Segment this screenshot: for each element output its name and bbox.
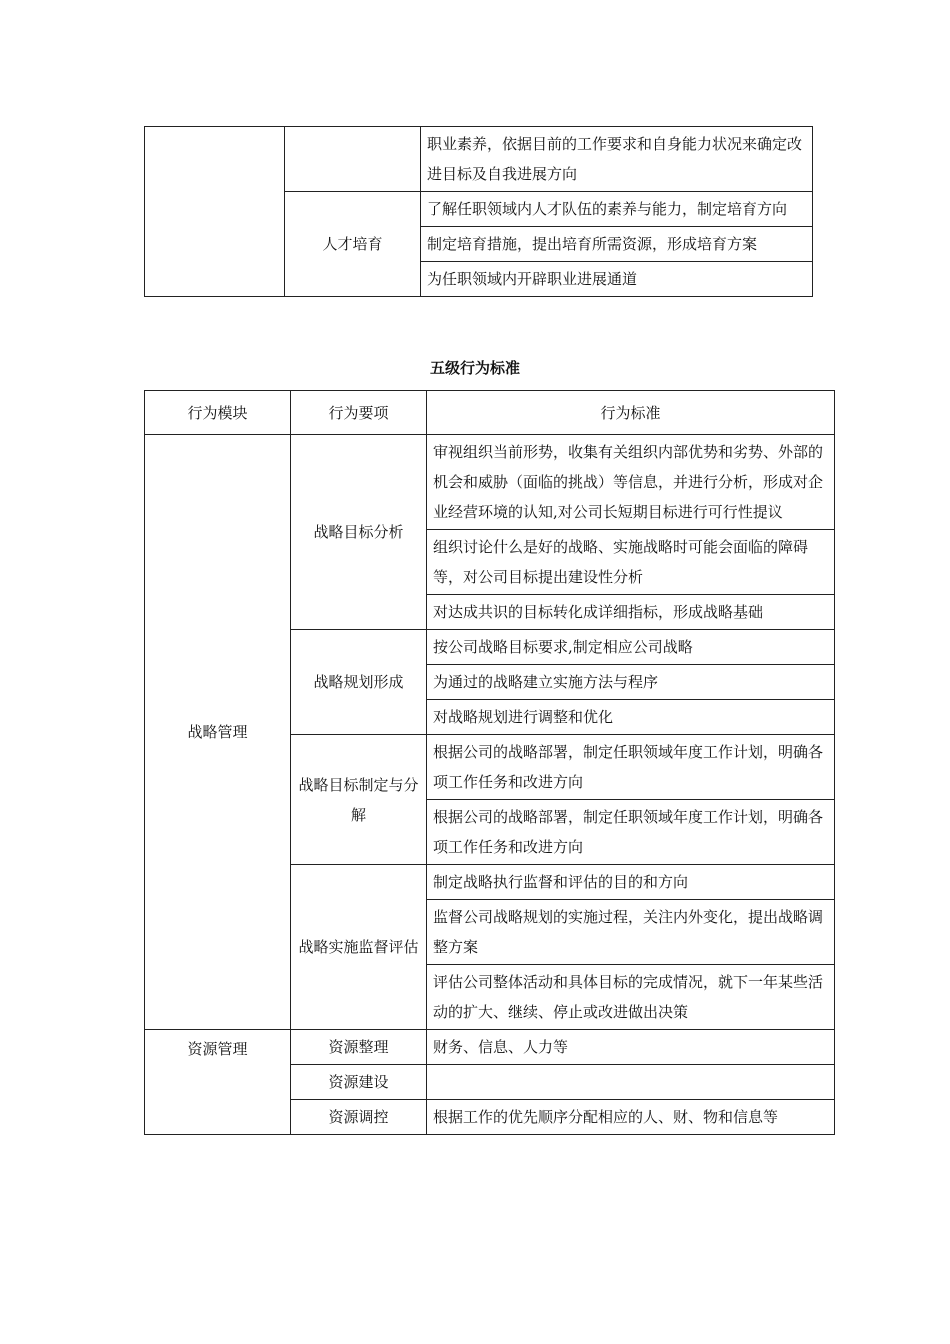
item-cell: 战略规划形成: [291, 630, 427, 735]
item-cell: 资源整理: [291, 1030, 427, 1065]
header-item: 行为要项: [291, 391, 427, 435]
standard-cell: 监督公司战略规划的实施过程，关注内外变化，提出战略调整方案: [427, 900, 835, 965]
standard-cell: 根据公司的战略部署，制定任职领域年度工作计划，明确各项工作任务和改进方向: [427, 800, 835, 865]
module-cell: 资源管理: [145, 1030, 291, 1135]
standard-cell: [427, 1065, 835, 1100]
header-standard: 行为标准: [427, 391, 835, 435]
standard-cell: 根据公司的战略部署，制定任职领域年度工作计划，明确各项工作任务和改进方向: [427, 735, 835, 800]
standard-cell: 对达成共识的目标转化成详细指标，形成战略基础: [427, 595, 835, 630]
standard-cell: 审视组织当前形势，收集有关组织内部优势和劣势、外部的机会和威胁（面临的挑战）等信息，并进行分析，形成对企业经营环境的认知,对公司长短期目标进行可行性提议: [427, 435, 835, 530]
standard-cell: 制定培育措施，提出培育所需资源，形成培育方案: [421, 227, 813, 262]
standard-cell: 了解任职领域内人才队伍的素养与能力，制定培育方向: [421, 192, 813, 227]
behavior-standards-table: [144, 390, 835, 1135]
module-cell: 战略管理: [145, 435, 291, 1030]
standard-cell: 财务、信息、人力等: [427, 1030, 835, 1065]
talent-table: [144, 126, 813, 297]
item-cell: 战略目标分析: [291, 435, 427, 630]
standard-cell: 评估公司整体活动和具体目标的完成情况，就下一年某些活动的扩大、继续、停止或改进做出决策: [427, 965, 835, 1030]
table-row: [145, 1030, 835, 1065]
item-cell: 战略目标制定与分解: [291, 735, 427, 865]
table-header-row: [145, 391, 835, 435]
standard-cell: 为通过的战略建立实施方法与程序: [427, 665, 835, 700]
item-cell-empty: [285, 127, 421, 192]
standard-cell: 职业素养，依据目前的工作要求和自身能力状况来确定改进目标及自我进展方向: [421, 127, 813, 192]
item-cell: 战略实施监督评估: [291, 865, 427, 1030]
item-cell: 资源建设: [291, 1065, 427, 1100]
item-cell: 人才培育: [285, 192, 421, 297]
standard-cell: 根据工作的优先顺序分配相应的人、财、物和信息等: [427, 1100, 835, 1135]
section-title: 五级行为标准: [429, 359, 520, 377]
table-row: [145, 435, 835, 530]
module-cell-empty: [145, 127, 285, 297]
standard-cell: 制定战略执行监督和评估的目的和方向: [427, 865, 835, 900]
standard-cell: 按公司战略目标要求,制定相应公司战略: [427, 630, 835, 665]
standard-cell: 组织讨论什么是好的战略、实施战略时可能会面临的障碍等，对公司目标提出建设性分析: [427, 530, 835, 595]
standard-cell: 对战略规划进行调整和优化: [427, 700, 835, 735]
header-module: 行为模块: [145, 391, 291, 435]
item-cell: 资源调控: [291, 1100, 427, 1135]
standard-cell: 为任职领域内开辟职业进展通道: [421, 262, 813, 297]
